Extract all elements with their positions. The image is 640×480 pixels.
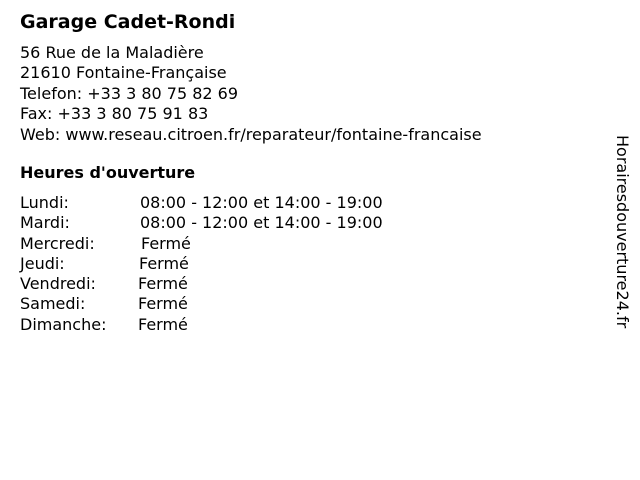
day-label: Mardi: xyxy=(20,213,70,233)
opening-hours-title: Heures d'ouverture xyxy=(20,163,196,182)
site-watermark: Horairesdouverture24.fr xyxy=(613,135,632,329)
day-hours: Fermé xyxy=(138,274,188,294)
day-hours: 08:00 - 12:00 et 14:00 - 19:00 xyxy=(140,213,383,233)
day-hours: Fermé xyxy=(138,314,188,334)
website: Web: www.reseau.citroen.fr/reparateur/fontaine-francaise xyxy=(20,124,482,144)
day-label: Samedi: xyxy=(20,294,86,314)
business-name: Garage Cadet-Rondi xyxy=(20,11,236,33)
day-label: Dimanche: xyxy=(20,314,107,334)
phone-number: Telefon: +33 3 80 75 82 69 xyxy=(20,83,239,103)
address-street: 56 Rue de la Maladière xyxy=(20,43,204,62)
business-contact-block xyxy=(20,43,482,145)
day-label: Lundi: xyxy=(20,193,69,212)
day-hours: Fermé xyxy=(141,233,191,253)
day-label: Vendredi: xyxy=(20,274,96,294)
day-label: Jeudi: xyxy=(20,253,65,273)
day-hours: 08:00 - 12:00 et 14:00 - 19:00 xyxy=(140,193,383,212)
address-city: 21610 Fontaine-Française xyxy=(20,63,227,83)
day-label: Mercredi: xyxy=(20,233,95,253)
day-hours: Fermé xyxy=(139,253,189,273)
fax-number: Fax: +33 3 80 75 91 83 xyxy=(20,104,209,124)
day-hours: Fermé xyxy=(138,294,188,314)
